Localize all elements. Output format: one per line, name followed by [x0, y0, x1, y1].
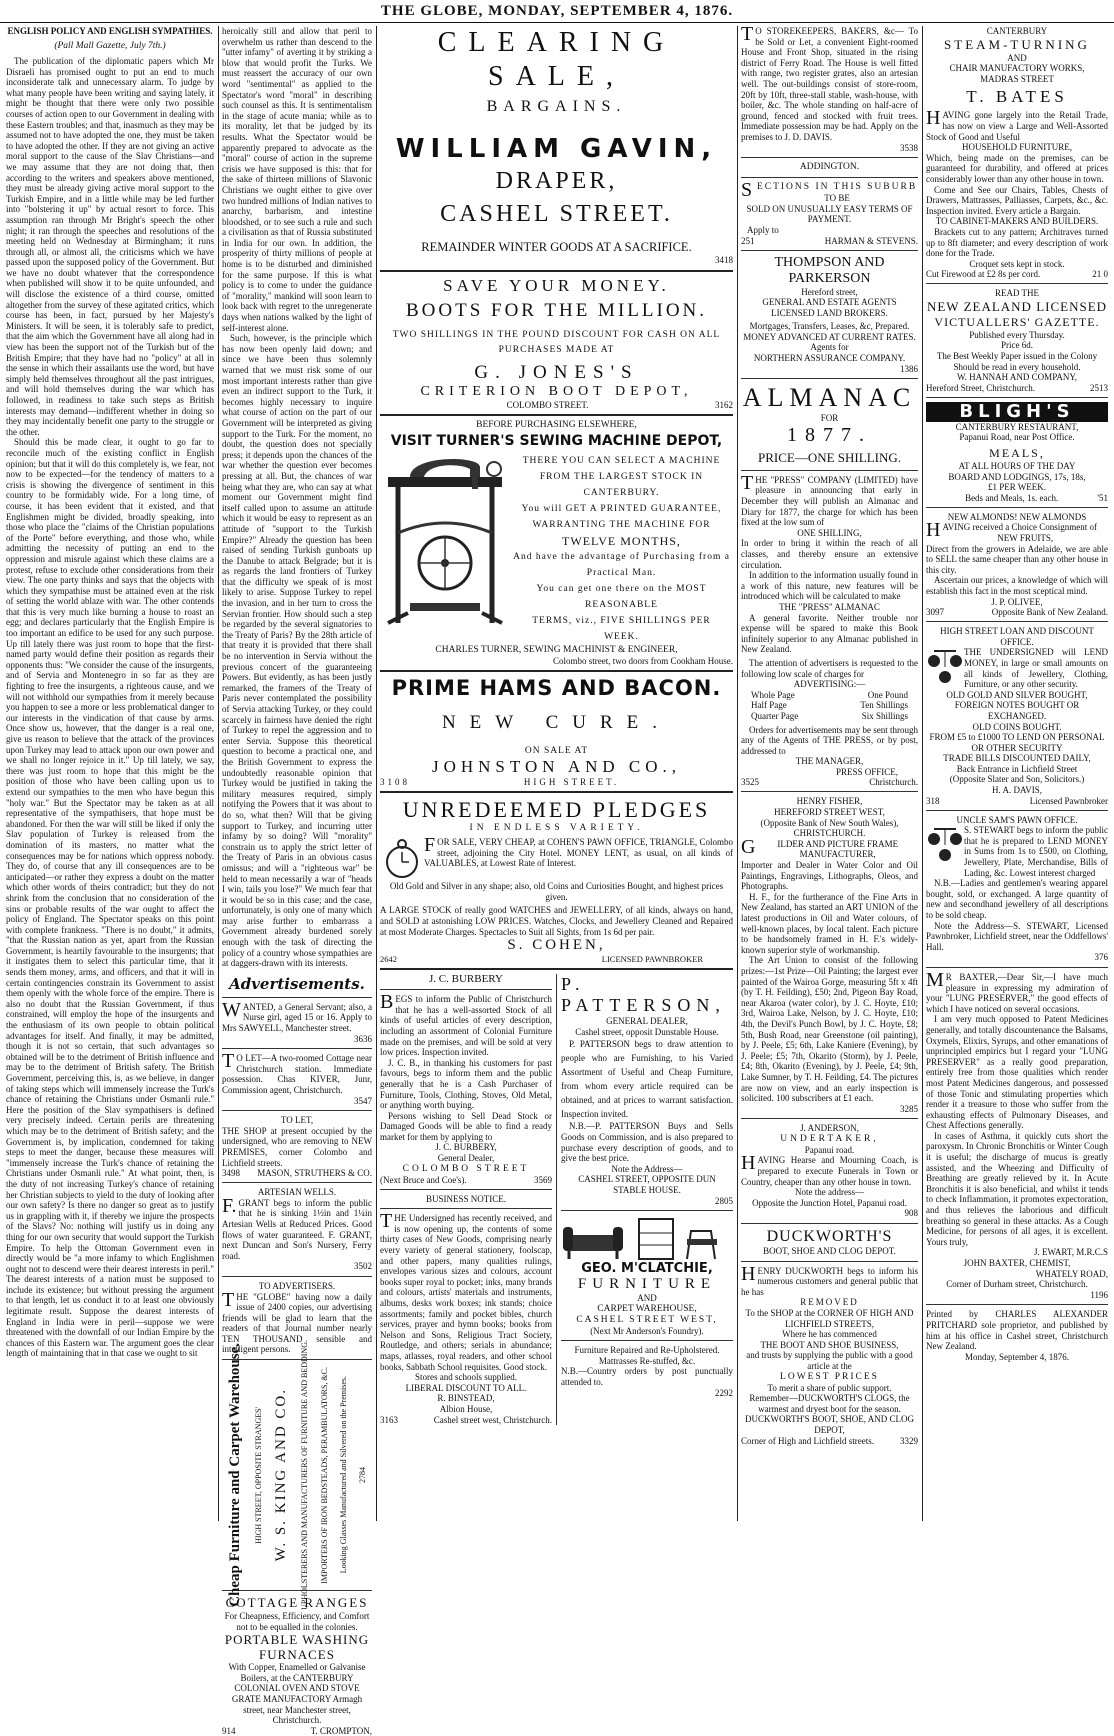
column-1	[6, 26, 214, 1525]
ad-text: COLOMBO STREET.	[506, 399, 589, 410]
ad-text: Croquet sets kept in stock.	[969, 258, 1065, 269]
almanac-heading: ALMANAC	[742, 383, 917, 413]
ad-text: UNDERTAKER,	[780, 1133, 879, 1144]
ad-text: Back Entrance in Lichfield Street	[956, 763, 1078, 774]
ad-text: THE Undersigned has recently received, and is now opening up, the contents of some thirty cases of New Goods, comprising nearly every variety of general stationery, foolscap, and other papers, many qualities rulings, envelopes various sizes and colours, account books super royal to pocket; inks, many brands and colours, artists' materials and instruments, albums, desks work boxes; ink stands; choice assortments; family and pocket bibles, church services, prayer and hymn books; books from Nelson and Sons, Religious Tract Society, Routledge, and others; serials in abundance; maps, atlasses, royal readers, and other school books, Sabbath School requisites. Good stock.	[380, 1210, 552, 1372]
ad-heading: ADDINGTON.	[799, 162, 860, 173]
ad-heading: JOHNSTON AND CO.,	[431, 757, 682, 777]
ad-text: HAVING gone largely into the Retail Trade, has now on view a Large and Well-Assorted Stock of Good and Useful	[926, 107, 1108, 142]
ad-number: 251	[741, 235, 755, 246]
ad-text: (Opposite Bank of New South Wales),	[760, 817, 899, 828]
ad-text: THE "PRESS" COMPANY (LIMITED) have pleasure in announcing that early in December they will publish an Almanac and Diary for 1877, the charge for which has been fixed at the low sum of	[741, 471, 918, 528]
column-rule	[922, 26, 923, 1521]
ad-text: J. C. B., in thanking his customers for past favours, begs to inform them and the public generally that he is a Cash Purchaser of Furniture, Tools, Clothing, Stoves, Old Metal, or anything worth buying.	[380, 1057, 552, 1111]
ad-text: THE MANAGER,	[795, 756, 864, 767]
ad-heading: SECTIONS IN THIS SUBURB	[741, 179, 918, 202]
ad-text: TWO SHILLINGS IN THE POUND DISCOUNT FOR CASH ON ALL PURCHASES MADE AT	[392, 329, 721, 355]
ad-text: CASHEL STREET WEST,	[576, 1314, 718, 1325]
ad-number: 3538	[900, 142, 918, 153]
vertical-ad-line: W. S. KING AND CO.	[273, 1388, 290, 1562]
ad-text: AND	[637, 1293, 657, 1304]
draper-heading: DRAPER,	[495, 168, 618, 194]
ad-text: FROM £5 to £1000 TO LEND ON PERSONAL OR OTHER SECURITY	[929, 732, 1105, 753]
ad-text: The attention of advertisers is requested to the following low scale of charges for	[741, 657, 918, 679]
ad-text: CASHEL STREET, OPPOSITE DUN STABLE HOUSE.	[578, 1174, 716, 1195]
ad-text: The Best Weekly Paper issued in the Colony	[936, 351, 1098, 362]
blighs-logo: BLIGH'S	[926, 402, 1108, 422]
ad-number: 2513	[1090, 382, 1108, 393]
ad-number: 908	[904, 1208, 918, 1219]
ad-text: £1 PER WEEK.	[987, 482, 1047, 493]
ad-text: MR BAXTER,—Dear Sir,—I have much pleasure in expressing my admiration of your "LUNG PRESERVER," the good effects of which I have noticed on several occasions.	[926, 968, 1108, 1014]
ad-text: General Dealer,	[437, 1153, 495, 1164]
ad-text: S. STEWART begs to inform the public that he is prepared to LEND MONEY in Sums from 1s to £500, on Clothing, Jewellery, Plate, Merchandise, Bills of Lading, &c. Lowest interest charged	[964, 825, 1108, 878]
pledges-heading: UNREDEEMED PLEDGES	[402, 797, 711, 823]
ad-text: Note the Address—S. STEWART, Licensed Pawnbroker, Lichfield street, near the Oddfellows' Hall.	[926, 920, 1108, 952]
ad-text: GENERAL AND ESTATE AGENTS	[762, 297, 897, 308]
ad-text: In addition to the information usually found in a work of this nature, new features will be introduced which will be calculated to make	[741, 570, 918, 602]
ad-text: HENRY DUCKWORTH begs to inform his numerous customers and general public that he has	[741, 1262, 918, 1297]
ad-text: GENERAL DEALER,	[606, 1016, 688, 1027]
ad-heading: G. JONES'S	[474, 361, 639, 383]
ad-text: TO CABINET-MAKERS AND BUILDERS.	[935, 216, 1099, 227]
ad-text: Orders for advertisements may be sent through any of the Agents of THE PRESS, or by post, addressed to	[741, 724, 918, 756]
ad-text: CANTERBURY RESTAURANT,	[955, 421, 1079, 432]
clearing-sale-heading: CLEARING SALE,	[437, 27, 676, 92]
ad-text: THE UNDERSIGNED will LEND MONEY, in large or small amounts on all kinds of Jewellery, Clothing, Furniture, or any other security.	[964, 647, 1108, 690]
ad-number: 3108	[380, 777, 410, 788]
imprint-date: Monday, September 4, 1876.	[965, 1351, 1069, 1362]
ad-text: IN ENDLESS VARIETY.	[469, 823, 644, 834]
ad-text: Importer and Dealer in Water Color and Oil Paintings, Engravings, Lithographs, Oleos, and Photographs.	[741, 860, 918, 892]
ad-text: TO STOREKEEPERS, BAKERS, &c— To be Sold or Let, a convenient Eight-roomed House and Front Shop, situated in the rising district of Ferry Road. The House is well fitted with range, two register grates, also an artesian well. The out-buildings consist of store-room, 20ft by 10ft, three-stall stable, wash-house, with boiler, &c. The whole standing on half-acre of ground, fenced and stocked with fruit trees. Immediate possession may be had. Apply on the premises to J. D. DAVIS.	[741, 23, 918, 142]
ad-text: DUCKWORTH'S BOOT, SHOE, AND CLOG DEPOT,	[745, 1414, 914, 1435]
ad-heading: NEW ALMONDS! NEW ALMONDS	[947, 511, 1087, 522]
ad-text: Colombo street, two doors from Cookham House.	[553, 655, 733, 666]
ad-number: 1386	[900, 363, 918, 374]
ad-text: In order to bring it within the reach of all classes, and thereby ensure an extensive circulation.	[741, 538, 918, 570]
ad-number: 1196	[1090, 1289, 1108, 1300]
ad-text: THE SHOP at present occupied by the undersigned, who are removing to NEW PREMISES, corner Colombo and Lichfield streets.	[222, 1125, 372, 1168]
pawn-balls-icon	[926, 647, 964, 689]
ad-signature: H. A. DAVIS,	[991, 785, 1043, 796]
ad-heading: S. COHEN,	[507, 937, 606, 954]
ad-text: LICENSED PAWNBROKER	[601, 954, 703, 965]
ad-heading: CRITERION BOOT DEPOT,	[420, 383, 693, 399]
ad-signature: JOHN BAXTER, CHEMIST,	[963, 1258, 1071, 1268]
ad-text: Remember—DUCKWORTH'S CLOGS, the warmest and dryest boot for the season.	[749, 1393, 910, 1414]
ad-text: COLOMBO STREET	[402, 1163, 530, 1174]
ad-heading: TO ADVERTISERS.	[258, 1280, 336, 1291]
ad-number: 3285	[900, 1103, 918, 1114]
ad-text: Come and See our Chairs, Tables, Chests of Drawers, Mattrasses, Palliasses, Carpets, &c., &c. Inspection invited. Every article a Bargain.	[926, 184, 1108, 216]
turner-line: Practical Man.	[586, 567, 657, 578]
ad-text: Price 6d.	[1001, 340, 1033, 351]
rate-label: Whole Page	[751, 689, 795, 700]
ad-number: 3498	[222, 1168, 240, 1179]
ad-text: Note the address—	[795, 1187, 864, 1198]
ad-text: CHRISTCHURCH.	[793, 828, 866, 839]
ad-text: F.GRANT begs to inform the public that he is sinking 1½in and 1¼in Artesian Wells at Reduced Prices. Good flows of water guaranteed. F. GRANT, next Duncan and Son's Nursery, Ferry road.	[222, 1194, 372, 1261]
ad-text: (Next Bruce and Coe's).	[380, 1174, 467, 1185]
ad-text: Mortgages, Transfers, Leases, &c, Prepared.	[749, 321, 910, 332]
ad-text: (Next Mr Anderson's Foundry).	[590, 1325, 704, 1336]
ad-text: Persons wishing to Sell Dead Stock or Damaged Goods will be able to find a ready market for them by applying to	[380, 1110, 552, 1142]
ad-heading: FURNITURE	[577, 1276, 717, 1293]
ad-text: HOUSEHOLD FURNITURE,	[962, 142, 1072, 153]
ad-text: FOR	[820, 413, 839, 424]
ad-text: TRADE BILLS DISCOUNTED DAILY,	[943, 753, 1091, 764]
ad-text: Opposite the Junction Hotel, Papanui road.	[752, 1197, 907, 1208]
ad-text: HEREFORD STREET WEST,	[774, 807, 885, 818]
ad-number: 376	[1094, 952, 1108, 963]
advertisements-heading: Advertisements.	[229, 974, 365, 993]
ad-signature: CHARLES TURNER, SEWING MACHINIST & ENGINEER,	[435, 644, 678, 655]
ad-text: CHAIR MANUFACTORY WORKS,	[949, 63, 1085, 74]
ad-text: HIGH STREET.	[523, 777, 620, 788]
ad-number: 3502	[354, 1261, 372, 1272]
article-source: (Pall Mall Gazette, July 7th.)	[54, 41, 166, 51]
ad-text: I am very much opposed to Patent Medicines generally, and totally discountenance the Balsams, Oxymels, Elixirs, Syrups, and other emanations of unprincipled empirics but I regard your "LUNG PRESERVER" as a really good preparation, entirely free from those qualities which render most Patent Medicines dangerous, and possessed of those Tonic and stimulating properties which render it a treasure to those who suffer from the exhausting effects of Pulmonary Diseases, and Chest Affections generally.	[926, 1014, 1108, 1131]
turner-heading: VISIT TURNER'S SEWING MACHINE DEPOT,	[390, 432, 723, 449]
rate-value: Ten Shillings	[860, 700, 908, 711]
ad-number: '51	[1097, 492, 1108, 503]
ad-text: LIBERAL DISCOUNT TO ALL.	[405, 1382, 527, 1393]
ad-number: 2784	[357, 1467, 367, 1484]
ad-text: Opposite Bank of New Zealand.	[991, 607, 1108, 618]
ad-number: 3636	[354, 1033, 372, 1044]
ad-text: Apply to	[747, 224, 779, 235]
ad-heading: VICTUALLERS' GAZETTE.	[934, 314, 1100, 329]
imprint: Printed by CHARLES ALEXANDER PRITCHARD sole proprietor, and published by him at his office in Cashel street, Christchurch New Zealand.	[926, 1309, 1108, 1352]
ad-text: MADRAS STREET	[980, 73, 1054, 84]
ad-heading: PORTABLE WASHING FURNACES	[224, 1632, 370, 1663]
column-rule	[376, 26, 377, 1521]
ad-text: THE "GLOBE" having now a daily issue of 2400 copies, our advertising friends will be glad to learn that the readers of that Journal number nearly TEN THOUSAND sensible and intelligent persons.	[222, 1288, 372, 1355]
article-title: ENGLISH POLICY AND ENGLISH SYMPATHIES.	[7, 26, 213, 36]
ad-text: Hereford street,	[801, 286, 858, 297]
ad-text: Albion House,	[439, 1403, 493, 1414]
vertical-ad-line: HIGH STREET, OPPOSITE STRANGES'	[254, 1406, 264, 1544]
ad-heading: UNCLE SAM'S PAWN OFFICE.	[956, 814, 1078, 825]
turner-line: WEEK.	[604, 631, 639, 642]
gavin-heading: WILLIAM GAVIN,	[395, 134, 718, 164]
ad-heading: T. BATES	[966, 87, 1068, 107]
ad-heading: TO LET,	[280, 1115, 314, 1126]
ad-text: THE "PRESS" ALMANAC	[779, 601, 880, 612]
ad-text: Cut Firewood at £2 8s per cord.	[926, 269, 1041, 280]
ad-number: 3569	[534, 1174, 552, 1185]
ad-text: Stores and schools supplied.	[415, 1372, 517, 1383]
turner-line: CANTERBURY.	[583, 487, 660, 498]
ad-text: H. F., for the furtherance of the Fine Arts in New Zealand, has started an ART UNION of the latest productions in Oil and Water colours, of well-known places, by local talent. Each picture to be handsomely framed in H. F.'s widely-known superior style of workmanship.	[741, 891, 918, 955]
ad-text: BEGS to inform the Public of Christchurch that he has a well-assorted Stock of all kinds of useful articles of every description, including an assortment of Colonial Furniture made on the premises, and will be sold at very low prices. Inspection invited.	[380, 991, 552, 1058]
ad-text: Mattrasses Re-stuffed, &c.	[598, 1355, 696, 1366]
ad-text: Corner of High and Lichfield streets.	[741, 1435, 874, 1446]
ad-text: Old Gold and Silver in any shape; also, old Coins and Curiosities Bought, and highest prices given.	[389, 881, 724, 902]
ad-text: Christchurch.	[869, 777, 918, 788]
ad-text: For Cheapness, Efficiency, and Comfort not to be equalled in the colonies.	[224, 1611, 370, 1632]
ad-heading: BOOTS FOR THE MILLION.	[405, 299, 708, 321]
rate-label: Half Page	[751, 700, 787, 711]
hams-heading: PRIME HAMS AND BACON.	[391, 676, 722, 701]
ad-text: HAVING Hearse and Mourning Coach, is prepared to execute Funerals in Town or Country, cheaper than any other house in town.	[741, 1152, 918, 1187]
ad-text: GILDER AND PICTURE FRAME MANUFACTURER,	[741, 835, 899, 860]
ad-heading: NEW ZEALAND LICENSED	[926, 298, 1108, 314]
ad-heading: BUSINESS NOTICE.	[425, 1193, 506, 1204]
ad-text: Where he has commenced	[782, 1329, 877, 1340]
rate-value: Six Shillings	[861, 710, 908, 721]
ad-text: N.B.—P. PATTERSON Buys and Sells Goods on Commission, and is also prepared to purchase every description of goods, and to give the best price.	[561, 1121, 733, 1164]
ad-signature: HARMAN & STEVENS.	[824, 235, 918, 246]
ad-text: Brackets cut to any pattern; Architraves turned up to 8ft diameter; and every description of work done for the Trade.	[926, 226, 1108, 259]
ad-text: Should be read in every household.	[953, 361, 1081, 372]
turner-line: TERMS, viz., FIVE SHILLINGS PER	[532, 615, 711, 626]
ad-text: OLD GOLD AND SILVER BOUGHT, FOREIGN NOTES BOUGHT OR EXCHANGED.	[946, 689, 1088, 721]
article-paragraph: Such, however, is the principle which has now been openly laid down; and since we have been thus solemnly warned that we must risk some of our most important interests rather than give even an indirect support to the Turk, it becomes highly necessary to inquire what course of action on the part of our Government will be interpreted as giving support to the Turk. For the moment, no doubt, the question does not specially press; it depends upon the chances of the war whether the question ever becomes pressing at all. But, the chances of war being what they are, who can say at what moment our Government might find itself called upon to assume an attitude which it would be easy to represent as an attitude of "support to the Turkish Empire?" Already the question has been raised of sending Turkish gunboats up the Danube to attack Belgrade; but it is as regards the land frontiers of Turkey that the difficulty we speak of is most likely to arise. Suppose Turkey to repel the invasion, and in her turn to cross the Servian frontier. How should such a step be regarded by the several signatories to the Treaty of Paris? By the 28th article of that treaty it is provided that there shall be no intervention in Servia without the previous concert of the guaranteeing Powers. But evidently, as has been justly remarked, the framers of the Treaty of Paris never contemplated the possibility of Servia attacking Turkey, or they could scarcely in fairness have denied the right of Turkey to repel the aggression and to enter Servia. Suppose this theoretical question to become a practical one, and the British Government to express the undoubtedly reasonable opinion that Turkey would be justified in taking the military measures required, simply notifying the Powers that it was about to do so, what then? Will that be giving support to Turkey, and incurring utter infamy by so doing? Will "morality" constrain us to apply the strict letter of the Treaty of Paris in an obvious casus omissus; and will a "righteous war" be held to mean necessarily a war of "heads I win, tails you lose?" We much fear that it would be so in this case; and the case, unfortunately, is only one of many which may arise further to embarrass a Government already burdened sorely enough with the task of directing the policy of a country whose sympathies are at daggers-drawn with its interests.	[222, 333, 372, 969]
ad-number: 3418	[715, 255, 733, 265]
ad-signature: MASON, STRUTHERS & CO.	[257, 1168, 372, 1179]
ad-text: THE BOOT AND SHOE BUSINESS,	[760, 1339, 899, 1350]
ad-number: 21 0	[1092, 269, 1108, 280]
ad-text: AT ALL HOURS OF THE DAY	[958, 461, 1076, 472]
ad-text: ONE SHILLING,	[797, 527, 862, 538]
ad-number: 318	[926, 795, 940, 806]
turner-line: You will GET A PRINTED GUARANTEE,	[521, 503, 722, 514]
ad-text: The Art Union to consist of the following prizes:—1st Prize—Oil Painting; the largest ever painted of the Wairoa Gorge, measuring 5ft x 4ft (by T. H. Feilding), £50; 2nd, Pigeon Bay Road, near Akaroa (water color), by J. C. Hoyte, £10; 3rd, Wairoa Lake, Nelson, by J. C. Hoyte, £10; 4th, the Devil's Punch Bowl, by J. C. Hoyte, £8; 5th, Bush Road, near Greenstone (oil painting), by J. Peele, £5; 6th, Lake Kaniere (Evening), by J. Peele; £5; 7th, Okarito (Storm), by J. Peele, £4; 8th, Okarito (Evening), by J. Peele, £4; 9th, Lake Sumner, by T. H. Feilding, £4. The pictures are now on view, and an early inspection is solicited. 100 subscribers at £1 each.	[741, 955, 918, 1104]
ad-number: 914	[222, 1725, 236, 1736]
ad-text: Cashel street, opposit Dunstable House.	[575, 1026, 719, 1037]
ad-text: SOLD ON UNUSUALLY EASY TERMS OF PAYMENT.	[746, 203, 913, 225]
ad-number: 3329	[900, 1435, 918, 1446]
ad-heading: J. C. BURBERY	[429, 973, 503, 986]
ad-text: Published every Thursday.	[969, 329, 1065, 340]
newcure-heading: NEW CURE.	[441, 712, 672, 734]
ad-text: TO LET—A two-roomed Cottage near Christchurch station. Immediate possession. Chas KIVER, Junr, Commission agent, Christchurch.	[222, 1050, 372, 1095]
ad-text: LOWEST PRICES	[780, 1371, 879, 1382]
ad-heading: REMAINDER WINTER GOODS AT A SACRIFICE.	[421, 240, 692, 254]
column-rule	[737, 26, 738, 1521]
ad-text: Hereford Street, Christchurch.	[926, 382, 1035, 393]
ad-text: BEFORE PURCHASING ELSEWHERE,	[476, 419, 637, 430]
pawn-balls-icon	[926, 825, 964, 878]
turner-line: And have the advantage of Purchasing from a	[513, 551, 730, 562]
ad-text: Corner of Durham street, Christchurch.	[946, 1279, 1088, 1290]
ad-heading: MEALS,	[989, 446, 1045, 461]
ad-text: READ THE	[994, 288, 1040, 299]
ad-text: FOR SALE, VERY CHEAP, at COHEN'S PAWN OFFICE, TRIANGLE, Colombo street, adjoining the City Hotel. MONEY LENT, as usual, on all kinds of VALUABLES, at Lowest Rate of Interest.	[424, 834, 733, 869]
ad-number: 2805	[715, 1195, 733, 1206]
ad-text: CANTERBURY	[986, 26, 1048, 36]
ad-text: With Copper, Enamelled or Galvanise Boilers, at the CANTERBURY COLONIAL OVEN AND STOVE GRATE MANUFACTORY Armagh street, near Manchester street, Christchurch.	[228, 1662, 366, 1726]
cashel-heading: CASHEL STREET.	[440, 201, 673, 227]
ad-text: CARPET WAREHOUSE,	[597, 1303, 697, 1314]
bargains-heading: BARGAINS.	[486, 98, 627, 115]
ad-text: To merit a share of public support.	[767, 1382, 892, 1393]
ad-signature: R. BINSTEAD,	[437, 1393, 495, 1404]
turner-line: TWELVE MONTHS,	[562, 533, 681, 548]
turner-line: You can get one there on the MOST REASONABLE	[536, 583, 707, 610]
ad-text: P. PATTERSON begs to draw attention to people who are Furnishing, to his Varied Assortment of Useful and Cheap Furniture, from whom every article required can be obtained, and at prices to warrant satisfaction. Inspection invited.	[561, 1039, 733, 1120]
column-rule	[218, 26, 219, 1521]
ad-heading: 1877.	[787, 423, 872, 446]
ad-text: OLD COINS BOUGHT.	[972, 721, 1062, 732]
ad-text: BOARD AND LODGINGS, 17s, 18s,	[948, 471, 1086, 482]
column-5	[926, 26, 1108, 1525]
ad-text: Note the Address—	[611, 1163, 683, 1174]
ad-text: Cashel street west, Christchurch.	[433, 1414, 552, 1425]
column-3	[380, 26, 733, 1525]
ad-text: WANTED, a General Servant; also, a Nurse girl, aged 15 or 16. Apply to Mrs SAWYELL, Manchester street.	[222, 998, 372, 1034]
turner-line: WARRANTING THE MACHINE FOR	[532, 519, 711, 530]
turner-line: THERE YOU CAN SELECT A MACHINE	[522, 455, 721, 466]
ad-signature: J. P. OLIVEE,	[991, 596, 1043, 607]
ad-text: Ascertain our prices, a knowledge of which will establish this fact in the most sceptical mind.	[926, 575, 1108, 596]
ad-text: Papanui Road, near Post Office.	[959, 432, 1075, 443]
rate-value: One Pound	[867, 689, 908, 700]
ad-text: Which, being made on the premises, can be guaranteed for durability, and offered at prices considerably lower than any other house in town.	[926, 152, 1108, 184]
ad-heading: P. PATTERSON,	[561, 974, 726, 1016]
watch-icon	[380, 837, 424, 881]
ad-text: NORTHERN ASSURANCE COMPANY.	[753, 353, 906, 364]
ad-text: Beds and Meals, 1s. each.	[965, 492, 1059, 503]
ad-text: Papanui road.	[804, 1144, 855, 1155]
ad-text: WHATELY ROAD,	[1035, 1268, 1108, 1279]
ad-text: NEW FRUITS,	[997, 533, 1054, 543]
ad-text: ON SALE AT	[524, 746, 589, 757]
vertical-ad-line: UPHOLSTERERS AND MANUFACTURERS OF FURNITURE AND BEDDING.	[300, 1340, 310, 1611]
ad-heading: HENRY FISHER,	[796, 796, 863, 807]
ad-number: 3525	[741, 777, 759, 788]
article-paragraph: heroically still and allow that peril to overwhelm us rather than descend to the "utter infamy" of averting it by striking a blow that would profit the Turks. We must reassert the accuracy of our own word "sentimental" as applied to the Spectator's word "moral" in describing such counsel as this. It is sentimentalism in the stage of acute mania; while as to its morality, let that be judged by its results. What the Spectator would be apparently prepared to advocate as the "moral" course of action in the supreme crisis we have supposed is this: that for the sake of thirteen millions of Slavonic Christians we ought either to give over two hundred millions of Indian natives to anarchy, barbarism, and intestine bloodshed, or to see such a rule and such a civilisation as that of Russia substituted in India for our own. In addition, the prosperity of thirty millions of people at home is to be disturbed and diminished for the same purpose. If this is what policy is to come to under the guidance of "morality," mankind will soon learn to look back with regret to the unregenerate days when nations walked by the light of self-interest alone.	[222, 26, 372, 333]
ad-text: (Opposite Slater and Son, Solicitors.)	[949, 774, 1085, 785]
masthead: THE GLOBE, MONDAY, SEPTEMBER 4, 1876.	[0, 0, 1114, 23]
ad-heading: ARTESIAN WELLS.	[257, 1187, 337, 1198]
ad-number: 3097	[926, 607, 944, 618]
vertical-ad-line: Cheap Furniture and Carpet Warehouse.	[227, 1343, 244, 1607]
rate-label: Quarter Page	[751, 710, 799, 721]
ad-text: MONEY ADVANCED AT CURRENT RATES.	[743, 331, 916, 342]
ad-text: Furniture Repaired and Re-Upholstered.	[574, 1345, 720, 1356]
ad-text: N.B.—Ladies and gentlemen's wearing apparel bought, sold, or exchanged. A large quantity of new and secondhand jewellery of all descriptions to be sold cheap.	[926, 878, 1108, 920]
ad-signature: W. HANNAH AND COMPANY,	[957, 372, 1077, 383]
ad-heading: COTTAGE RANGES	[225, 1595, 369, 1611]
ad-text: In cases of Asthma, it quickly cuts short the paroxysm. In Chronic Bronchitis or Winter Cough it is useful; the discharge of mucus is greatly assisted, and the Wheezing and Difficulty of Breathing are greatly relieved by it. In Acute Bronchitis it is also beneficial, and whilst it tends to check Inflammation, it promotes expectoration, and thus relieves the laborious and difficult breathing so general in these attacks. As a Cough Medicine, for persons of all ages, it is excellent. Yours truly,	[926, 1130, 1108, 1247]
ad-heading: THOMPSON AND PARKERSON	[774, 254, 885, 286]
ad-text: BOOT, SHOE AND CLOG DEPOT.	[763, 1246, 896, 1257]
ad-heading: SAVE YOUR MONEY.	[443, 275, 670, 295]
column-2	[222, 26, 372, 1736]
sewing-machine-illustration	[380, 453, 510, 629]
ad-number: 2642	[380, 954, 397, 965]
furniture-illustration	[561, 1215, 733, 1261]
ad-text: AND	[1007, 52, 1027, 63]
ad-text: PRESS OFFICE,	[835, 766, 898, 777]
ad-signature: J. EWART, M.R.C.S	[1033, 1247, 1108, 1258]
article-paragraph: Should this be made clear, it ought to go far to reconcile much of the existing conflict in English opinion; but that it will do this completely is, we fear, not now to be expected—for the tendency of matters to a crisis is showing the divergence of sentiment in this country to be formidably wide. For a long time, of course, it has been evident that it existed, and that Englishmen might be divided, broadly speaking, into those who place the "claims of the Christian populations of the Porte" before everything, and those who, while admitting the necessity of putting an end to the oppression and misrule against which these claims are a protest, refuse to exclude other considerations from their view. The one party thinks and says that the objects with which they sympathise must be attained even at the risk of setting the world ablaze with war. The other contends that this is very much like burning a house to roast an egg; and declares particularly that the English Empire is too important an edifice to be used for any such purpose. Up till lately there was just room to hope that the first-named party would define their position as regards their opponents thus: "We consider the cause of the insurgents, and of Servia and Montenegro in so far as they are fighting to free the insurgents, a righteous cause, and we will not withhold our sympathies from it merely because you happen to see a more or less problematical danger to our interests in the vindication of that cause by arms. Once show us, however, that the danger is a real one, give us reason to believe that the attack of the provinces upon Turkey may lead to attack upon our own power and we shall no longer rejoice in it." Up till lately, we say, there was just room to hope that this might be the position of those who have been calling upon us to extend our sympathies to the men who have begun this "holy war." But the Spectator may be taken as at all representative of the sympathisers, that hope must be abandoned. For then the war will still be liked if only the Slav population of Turkey is released from the domination of its masters, no matter what the consequences may be for nations which oppress nobody. They do, of course that any ill consequences are to be anticipated—or rather they express a doubt on the matter which other words of theirs contradict; but they do not shrink from the conclusion that no consideration of the sins or probable results of the war ought to affect the policy of England. The Spectator speaks on this point with complete frankness. "There is no doubt," it admits, "that the Russian nation as yet, apart from the Russian Government, is heartily favourable to the insurgents; that it instigates them to select this particular time, that it sends them money, arms, and officers, and that it will in certain contingencies constrain its Government to assist them openly with the whole force of the empire. There is also no doubt that the Russian Government, if thus constrained, will employ the hope of the insurgents and the enthusiasm of its own people to obtain political advantages for itself. And finally, it may be admitted, though it is not so certain, that such advantages so obtained will be to the detriment of British influence and may be to the detriment of British safety. The British Government, perceiving this, is, as we believe, in danger of taking steps which will immensely increase the Turk's chance of retaining the Christians under Osmanli rule." Here the position of the Slav sympathisers is defined very precisely indeed. Certain perils are threatening which may be to the detriment of British safety; and the Government is, by implication, condemned for taking steps to meet the danger, because these measures will "immensely increase the Turk's chance of retaining the Christians under Osmanli rule." At what point, then, is the duty of not increasing Turkey's chance of retaining her Christian subjects to yield to the duty of looking after our own safety? Is there no danger so great as to justify us in grappling with it, if thereby we injure the prospects of the Slavs? No: nothing will justify us in doing any thing for our own security that would support the Turkish Empire. To help the Ottoman Government even in directly would be "a more infamy to which Englishmen ought not to descend were their dearest interests in peril." The dearest interests of a nation must be supposed to include its existence; but without pressing the argument to that length, let us conduct it to at least one obviously legitimate result. Suppose the dearest interests of England in India were in peril—suppose we were threatened with the downfall of our Indian Empire by the chances of this Eastern war. The argument goes the clear length of maintaining that in that case we ought to sit	[6, 437, 214, 1359]
ad-heading: DUCKWORTH'S	[766, 1228, 893, 1246]
ad-text: ADVERTISING:—	[793, 679, 866, 690]
ad-text: N.B.—Country orders by post punctually attended to.	[561, 1366, 733, 1388]
ad-text: and trusts by supplying the public with a good article at the	[746, 1350, 913, 1371]
ad-text: LICENSED LAND BROKERS.	[771, 307, 888, 318]
ad-heading: PRICE—ONE SHILLING.	[758, 449, 901, 465]
ad-text: HAVING received a Choice Consignment of	[926, 519, 1097, 542]
turner-line: FROM THE LARGEST STOCK IN	[539, 471, 704, 482]
ad-heading: GEO. M'CLATCHIE,	[581, 1261, 713, 1277]
ad-number: 3162	[715, 399, 733, 410]
ad-number: 3163	[380, 1414, 398, 1425]
article-paragraph: The publication of the diplomatic papers which Mr Disraeli has promised ought to put an end to much inconsiderate talk and unnecessary alarm. To judge by what many people have been writing and saying lately, it might be thought that there were only two possible courses of action open to our Government in dealing with these Eastern troubles; and that, inasmuch as they may be assumed not to have adopted the one, they must be taken to have adopted the other. If they are not giving an active moral support to the cause of the Slav Christians—and we may assume that they are not doing that, then according to the writers and speakers above mentioned, they must be already giving active moral support to the Turkish Empire, and in a little while may be led further into "bolstering it up" by actual resort to force. This assumption ran through Mr Bright's speech the other night; it ran through the speeches and resolutions of the meeting held on Wednesday at Birmingham; it runs through all, or almost all, the criticisms which we have passed upon the supposed policy of the Government. But we have no doubt whatever that the correspondence when published will show it to be quite unfounded, and will disclose the existence of a third course, omitted altogether from the survey of these agitated critics, which course has been, in fact, pursued by her Majesty's Ministers. It will be seen, it is tolerably safe to predict, that the aim which the Government have all along had in view has been the support not of the Turkish but of the British Empire; that they have had no "policy" at all in the sense in which their assailants use the word, but have simply held themselves throughout all the past intrigues, and will hold themselves during the war which has followed, in readiness to take such steps as British interests may demand—indifferent whether in doing so they may incidentally benefit one party to the struggle or the other.	[6, 56, 214, 437]
ad-signature: J. C. BURBERY,	[435, 1142, 497, 1153]
ad-text: A general favorite. Neither trouble nor expense will be spared to make this Book infinitely superior to any Almanac published in New Zealand.	[741, 612, 918, 655]
ad-text: Agents for	[810, 342, 849, 353]
ad-text: Direct from the growers in Adelaide, we are able to SELL the same cheaper than any other house in this city.	[926, 543, 1108, 575]
ad-heading: HIGH STREET LOAN AND DISCOUNT OFFICE.	[940, 626, 1094, 647]
ad-signature: T. CROMPTON,	[310, 1725, 372, 1736]
ad-heading: STEAM-TURNING	[944, 36, 1090, 52]
ad-heading: J. ANDERSON,	[800, 1123, 859, 1134]
ad-number: 2292	[715, 1387, 733, 1398]
ad-number: 3547	[354, 1095, 372, 1106]
ad-text: TO BE	[824, 193, 850, 204]
column-4	[741, 23, 918, 1525]
ad-text: REMOVED	[800, 1297, 859, 1308]
vertical-ad-line: Looking Glasses Manufactured and Silvered on the Premises.	[338, 1376, 348, 1574]
ad-text: To the SHOP at the CORNER OF HIGH AND LICHFIELD STREETS,	[745, 1308, 914, 1329]
ad-text: A LARGE STOCK of really good WATCHES and JEWELLERY, of all kinds, always on hand, and SOLD at astonishing LOW PRICES. Watches, Clocks, and Jewellery Cleaned and Repaired at most Moderate Charges. Spectacles to Suit all Sights, from 1s 6d per pair.	[380, 905, 733, 937]
ad-text: Licensed Pawnbroker	[1029, 795, 1108, 806]
vertical-ad-line: IMPORTERS OF IRON BEDSTEADS, PERAMBULATORS, &C.	[319, 1366, 329, 1584]
